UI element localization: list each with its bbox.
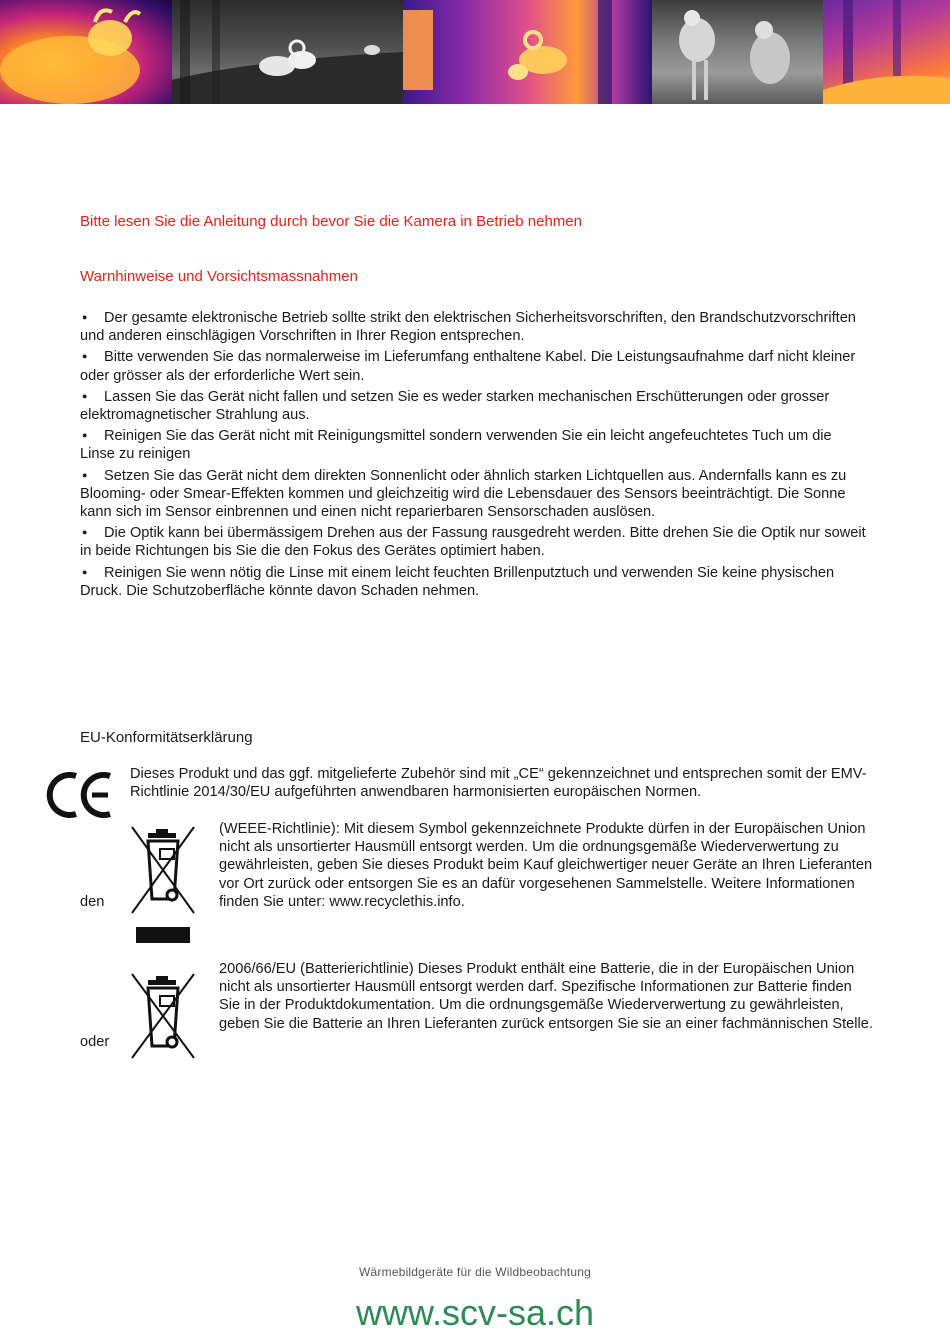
- footer-tagline: Wärmebildgeräte für die Wildbeobachtung: [359, 1265, 591, 1279]
- battery-label: oder: [80, 1034, 110, 1050]
- header-banner: [0, 0, 950, 104]
- weee-crossed-bin-icon: [128, 823, 198, 945]
- bullet-icon: [80, 387, 104, 406]
- weee-label: den: [80, 894, 105, 910]
- warning-item: ●Setzen Sie das Gerät nicht dem direkten Sonnenlicht oder ähnlich starken Lichtquellen aus. Andernfalls kann es zu Blooming- oder Smear-Effekten kommen und gleichzeitig wird die Lebensdauer des Sensors beeinträchtigt. Die Sonne kann sich im Sensor einbrennen und einen nicht reparierbaren Sensorschaden auslösen.: [80, 466, 870, 522]
- ce-declaration-text: Dieses Produkt und das ggf. mitgelieferte Zubehör sind mit „CE“ gekennzeichnet und entsprechen somit der EMV-Richtlinie 2014/30/EU aufgeführten anwendbaren harmonisierten europäischen Normen.: [130, 766, 867, 801]
- banner-photo-thermal-forest: [823, 0, 950, 104]
- banner-photo-thermal-bison: [0, 0, 172, 104]
- battery-directive-text: 2006/66/EU (Batterierichtlinie) Dieses Produkt enthält eine Batterie, die in der Europäischen Union nicht als unsortierter Hausmüll entsorgt werden darf. Spezifische Informationen zur Batterie finden Sie in der Produktdokumentation. Um die ordnungsgemäße Wiederverwertung zu gewährleisten, geben Sie die Batterie an Ihren Lieferanten zurück entsorgen Sie sie an einer fachmännischen Stelle.: [219, 961, 873, 1032]
- warning-item: ●Der gesamte elektronische Betrieb sollte strikt den elektrischen Sicherheitsvorschriften, den Brandschutzvorschriften und anderen einschlägigen Vorschriften in Ihrer Region entsprechen.: [80, 308, 870, 345]
- bullet-icon: [80, 426, 104, 445]
- bullet-icon: [80, 523, 104, 542]
- ce-mark-icon: [44, 770, 116, 820]
- warning-item: ●Reinigen Sie das Gerät nicht mit Reinigungsmittel sondern verwenden Sie ein leicht angefeuchtetes Tuch um die Linse zu reinigen: [80, 426, 870, 463]
- warning-item: ●Bitte verwenden Sie das normalerweise im Lieferumfang enthaltene Kabel. Die Leistungsaufnahme darf nicht kleiner oder grösser als der erforderliche Wert sein.: [80, 347, 870, 384]
- intro-notice: Bitte lesen Sie die Anleitung durch bevor Sie die Kamera in Betrieb nehmen: [80, 213, 582, 230]
- footer-website-link[interactable]: www.scv-sa.ch: [355, 1292, 595, 1333]
- banner-photo-deer-grayscale: [652, 0, 823, 104]
- warning-item: ●Die Optik kann bei übermässigem Drehen aus der Fassung rausgedreht werden. Bitte drehen Sie die Optik nur soweit in beide Richtungen bis Sie die den Fokus des Gerätes optimiert haben.: [80, 523, 870, 560]
- warnings-title: Warnhinweise und Vorsichtsmassnahmen: [80, 268, 358, 285]
- eu-conformity-title: EU-Konformitätserklärung: [80, 729, 253, 746]
- weee-directive-text: (WEEE-Richtlinie): Mit diesem Symbol gekennzeichnete Produkte dürfen in der Europäischen Union nicht als unsortierter Hausmüll entsorgt werden. Um die ordnungsgemäße Wiederverwertung zu gewährleisten, geben Sie dieses Produkt beim Kauf gleichwertiger neuer Geräte an Ihren Lieferanten vor Ort zurück oder entsorgen Sie es an dafür vorgesehenen Sammelstelle. Weitere Informationen finden Sie unter: www.recyclethis.info.: [219, 821, 873, 910]
- bullet-icon: [80, 347, 104, 366]
- banner-photo-mouflon-grayscale: [172, 0, 403, 104]
- warning-item: ●Reinigen Sie wenn nötig die Linse mit einem leicht feuchten Brillenputztuch und verwenden Sie keine physischen Druck. Die Schutzoberfläche könnte davon Schaden nehmen.: [80, 563, 870, 600]
- warnings-list: [80, 308, 870, 602]
- banner-photo-thermal-mouflon: [403, 0, 652, 104]
- bullet-icon: [80, 308, 104, 327]
- bullet-icon: [80, 563, 104, 582]
- battery-crossed-bin-icon: [128, 970, 198, 1062]
- bullet-icon: [80, 466, 104, 485]
- warning-item: ●Lassen Sie das Gerät nicht fallen und setzen Sie es weder starken mechanischen Erschütterungen oder grosser elektromagnetischer Strahlung aus.: [80, 387, 870, 424]
